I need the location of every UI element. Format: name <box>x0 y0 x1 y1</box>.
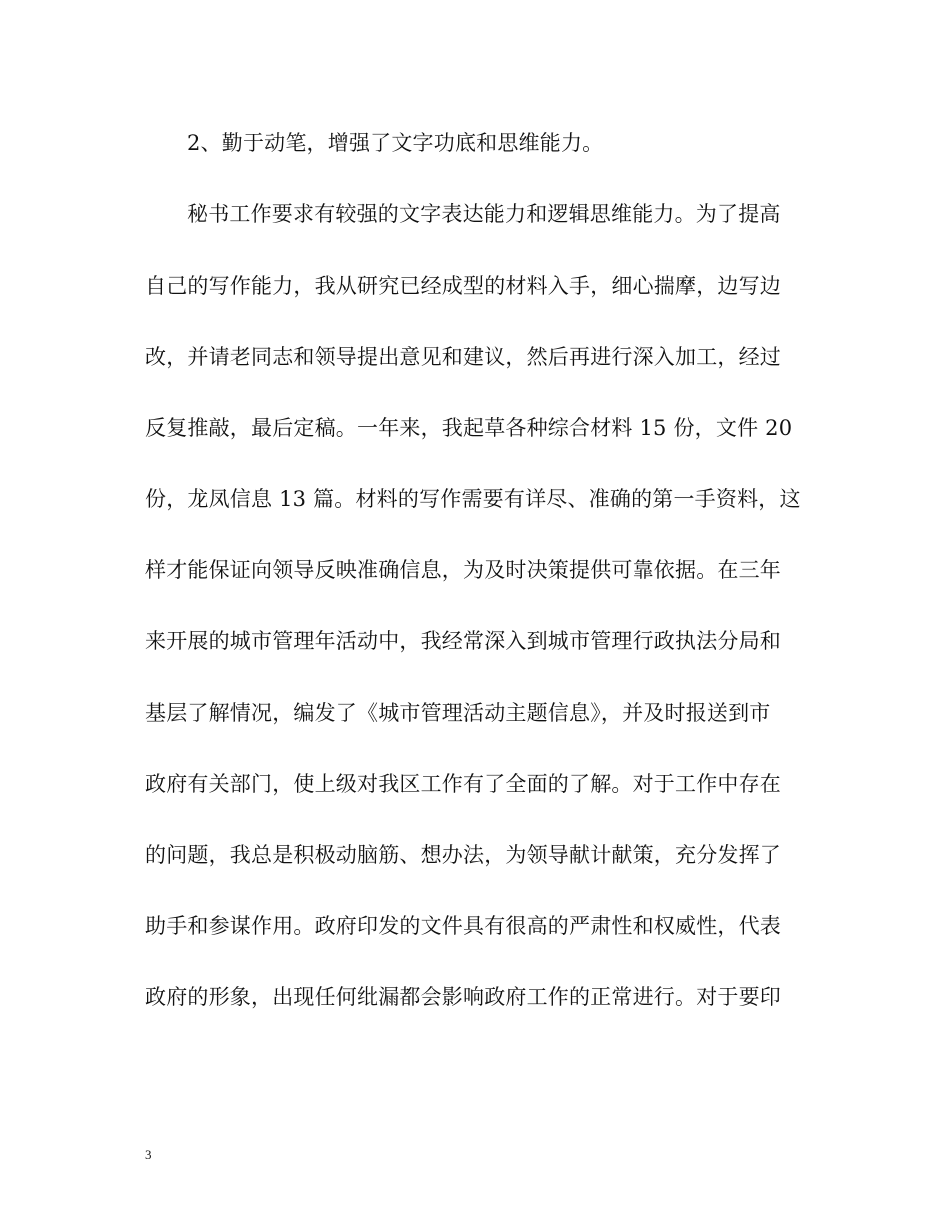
section-heading: 2、勤于动笔，增强了文字功底和思维能力。 <box>187 131 604 155</box>
paragraph-line: 样才能保证向领导反映准确信息，为及时决策提供可靠依据。在三年 <box>145 558 781 582</box>
paragraph-line: 基层了解情况，编发了《城市管理活动主题信息》，并及时报送到市 <box>145 701 771 725</box>
paragraph-line: 助手和参谋作用。政府印发的文件具有很高的严肃性和权威性，代表 <box>145 914 781 938</box>
paragraph-line: 秘书工作要求有较强的文字表达能力和逻辑思维能力。为了提高 <box>187 202 781 226</box>
paragraph-line: 自己的写作能力，我从研究已经成型的材料入手，细心揣摩，边写边 <box>145 274 781 298</box>
paragraph-line: 来开展的城市管理年活动中，我经常深入到城市管理行政执法分局和 <box>145 629 781 653</box>
paragraph-line: 的问题，我总是积极动脑筋、想办法，为领导献计献策，充分发挥了 <box>145 843 781 867</box>
paragraph-line: 政府有关部门，使上级对我区工作有了全面的了解。对于工作中存在 <box>145 772 781 796</box>
page-number: 3 <box>145 1147 152 1162</box>
paragraph-line: 政府的形象，出现任何纰漏都会影响政府工作的正常进行。对于要印 <box>145 985 781 1009</box>
paragraph-line: 改，并请老同志和领导提出意见和建议，然后再进行深入加工，经过 <box>145 345 781 369</box>
paragraph-line: 反复推敲，最后定稿。一年来，我起草各种综合材料 15 份，文件 20 <box>145 416 793 440</box>
paragraph-line: 份，龙凤信息 13 篇。材料的写作需要有详尽、准确的第一手资料，这 <box>145 487 801 511</box>
